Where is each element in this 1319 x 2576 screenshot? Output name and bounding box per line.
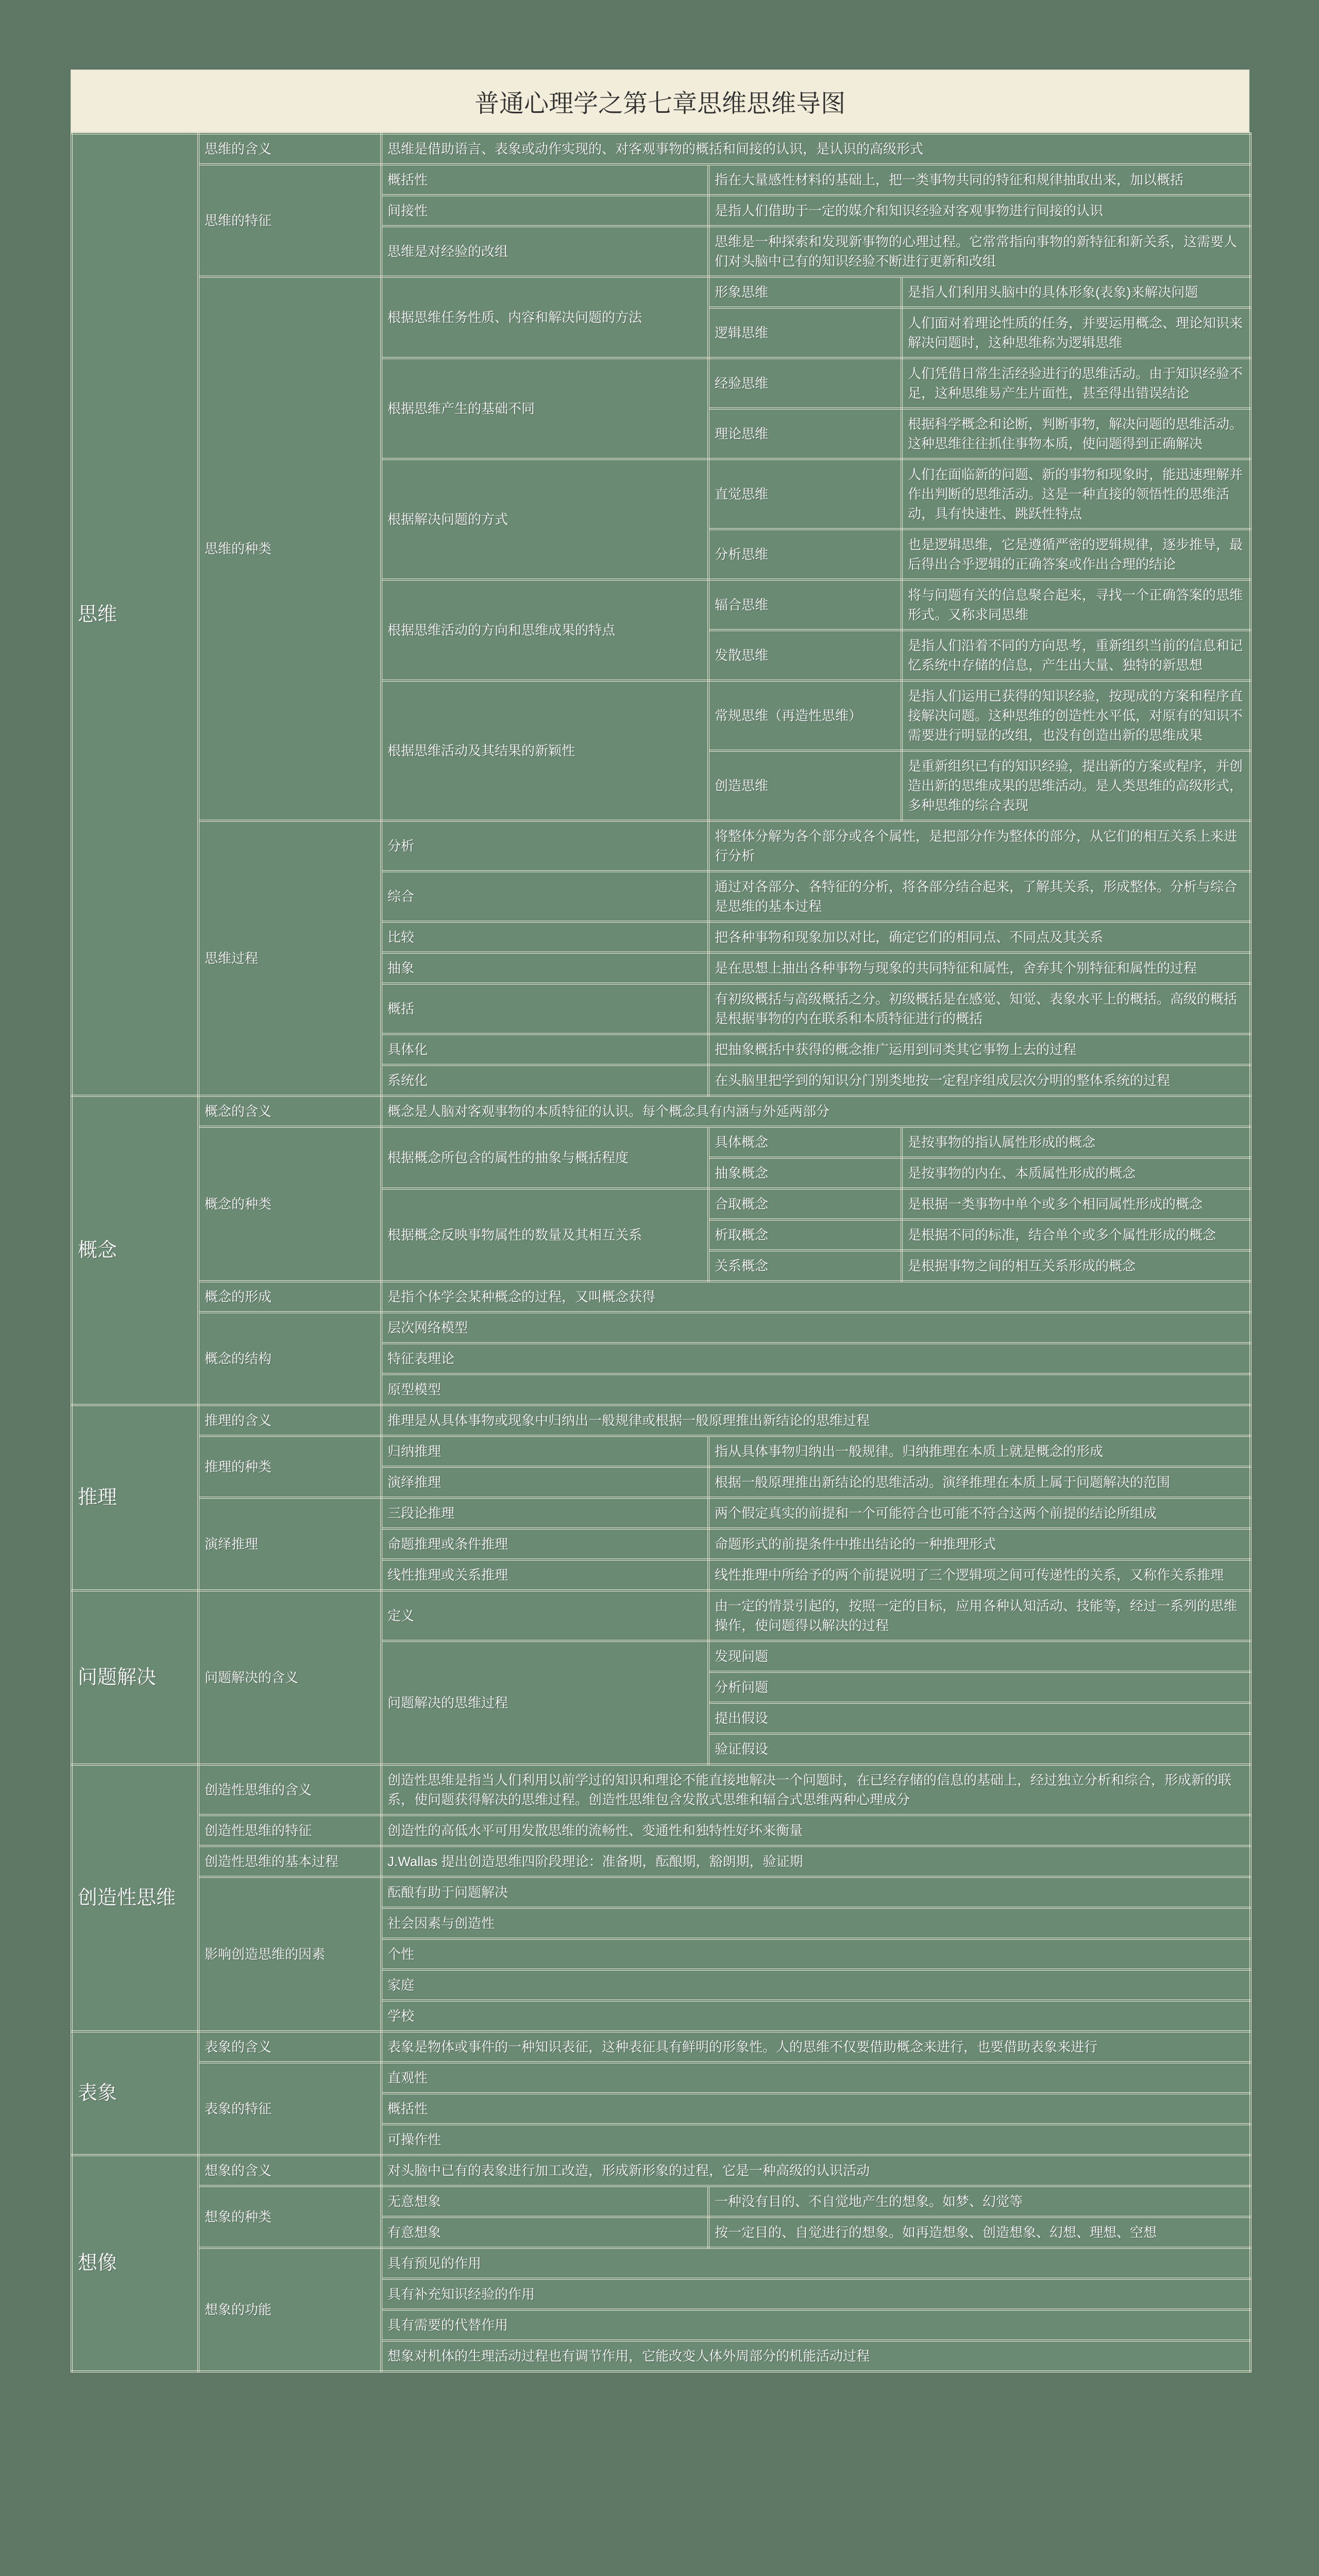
topic-cell: 创造性思维 bbox=[72, 1765, 198, 2031]
detail-cell: 是指人们运用已获得的知识经验，按现成的方案和程序直接解决问题。这种思维的创造性水平低，对原有的知识不需要进行明显的改组，也没有创造出新的思维成果 bbox=[902, 681, 1250, 751]
subtopic-cell: 概念的含义 bbox=[198, 1096, 381, 1127]
category-cell: 问题解决的思维过程 bbox=[381, 1641, 708, 1765]
item-cell: 将整体分解为各个部分或各个属性，是把部分作为整体的部分，从它们的相互关系上来进行分析 bbox=[708, 821, 1250, 871]
item-cell: 由一定的情景引起的，按照一定的目标，应用各种认知活动、技能等，经过一系列的思维操作，使问题得以解决的过程 bbox=[708, 1590, 1250, 1641]
table-row bbox=[72, 821, 1250, 871]
category-cell: 分析 bbox=[381, 821, 708, 871]
category-cell: 定义 bbox=[381, 1590, 708, 1641]
category-cell: 层次网络模型 bbox=[381, 1312, 1250, 1343]
topic-cell: 推理 bbox=[72, 1405, 198, 1590]
category-cell: 综合 bbox=[381, 871, 708, 922]
subtopic-cell: 概念的种类 bbox=[198, 1127, 381, 1281]
detail-cell: 将与问题有关的信息聚合起来，寻找一个正确答案的思维形式。又称求同思维 bbox=[902, 580, 1250, 630]
item-cell: 形象思维 bbox=[708, 277, 902, 308]
category-cell: 根据思维活动及其结果的新颖性 bbox=[381, 681, 708, 821]
table-row bbox=[72, 1312, 1250, 1343]
category-cell: 酝酿有助于问题解决 bbox=[381, 1877, 1250, 1908]
item-cell: 在头脑里把学到的知识分门别类地按一定程序组成层次分明的整体系统的过程 bbox=[708, 1065, 1250, 1096]
table-row bbox=[72, 2031, 1250, 2062]
category-cell: 概括 bbox=[381, 984, 708, 1034]
category-cell: 思维是借助语言、表象或动作实现的、对客观事物的概括和间接的认识，是认识的高级形式 bbox=[381, 133, 1250, 164]
category-cell: 家庭 bbox=[381, 1970, 1250, 2001]
item-cell: 是指人们借助于一定的媒介和知识经验对客观事物进行间接的认识 bbox=[708, 195, 1250, 226]
category-cell: 想象对机体的生理活动过程也有调节作用，它能改变人体外周部分的机能活动过程 bbox=[381, 2341, 1250, 2371]
item-cell: 指在大量感性材料的基础上，把一类事物共同的特征和规律抽取出来，加以概括 bbox=[708, 164, 1250, 195]
item-cell: 发散思维 bbox=[708, 630, 902, 681]
item-cell: 发现问题 bbox=[708, 1641, 1250, 1672]
category-cell: 概念是人脑对客观事物的本质特征的认识。每个概念具有内涵与外延两部分 bbox=[381, 1096, 1250, 1127]
subtopic-cell: 表象的特征 bbox=[198, 2062, 381, 2155]
subtopic-cell: 表象的含义 bbox=[198, 2031, 381, 2062]
subtopic-cell: 思维的特征 bbox=[198, 164, 381, 277]
category-cell: 归纳推理 bbox=[381, 1436, 708, 1467]
table-row bbox=[72, 1281, 1250, 1312]
subtopic-cell: 演绎推理 bbox=[198, 1498, 381, 1590]
table-row bbox=[72, 1096, 1250, 1127]
detail-cell: 是按事物的内在、本质属性形成的概念 bbox=[902, 1158, 1250, 1189]
category-cell: 根据概念反映事物属性的数量及其相互关系 bbox=[381, 1189, 708, 1281]
table-row bbox=[72, 277, 1250, 308]
item-cell: 通过对各部分、各特征的分析，将各部分结合起来，了解其关系，形成整体。分析与综合是思维的基本过程 bbox=[708, 871, 1250, 922]
category-cell: 演绎推理 bbox=[381, 1467, 708, 1498]
item-cell: 把各种事物和现象加以对比，确定它们的相同点、不同点及其关系 bbox=[708, 922, 1250, 953]
detail-cell: 是指人们沿着不同的方向思考，重新组织当前的信息和记忆系统中存储的信息，产生出大量、独特的新思想 bbox=[902, 630, 1250, 681]
detail-cell: 人们面对着理论性质的任务，并要运用概念、理论知识来解决问题时，这种思维称为逻辑思维 bbox=[902, 308, 1250, 358]
subtopic-cell: 影响创造思维的因素 bbox=[198, 1877, 381, 2031]
category-cell: 根据思维任务性质、内容和解决问题的方法 bbox=[381, 277, 708, 358]
category-cell: 可操作性 bbox=[381, 2124, 1250, 2155]
item-cell: 析取概念 bbox=[708, 1219, 902, 1250]
category-cell: 直观性 bbox=[381, 2062, 1250, 2093]
table-row bbox=[72, 164, 1250, 195]
mindmap-body bbox=[72, 133, 1250, 2371]
topic-cell: 概念 bbox=[72, 1096, 198, 1405]
category-cell: 抽象 bbox=[381, 953, 708, 984]
subtopic-cell: 想象的功能 bbox=[198, 2248, 381, 2371]
category-cell: 个性 bbox=[381, 1939, 1250, 1970]
table-row bbox=[72, 2248, 1250, 2279]
item-cell: 合取概念 bbox=[708, 1189, 902, 1219]
category-cell: 三段论推理 bbox=[381, 1498, 708, 1529]
item-cell: 经验思维 bbox=[708, 358, 902, 409]
detail-cell: 人们凭借日常生活经验进行的思维活动。由于知识经验不足，这种思维易产生片面性，甚至得出错误结论 bbox=[902, 358, 1250, 409]
category-cell: J.Wallas 提出创造思维四阶段理论：准备期，酝酿期，豁朗期，验证期 bbox=[381, 1846, 1250, 1877]
item-cell: 是在思想上抽出各种事物与现象的共同特征和属性，舍弃其个别特征和属性的过程 bbox=[708, 953, 1250, 984]
detail-cell: 是按事物的指认属性形成的概念 bbox=[902, 1127, 1250, 1158]
topic-cell: 问题解决 bbox=[72, 1590, 198, 1765]
mindmap-table-container bbox=[71, 0, 1249, 2403]
item-cell: 关系概念 bbox=[708, 1250, 902, 1281]
category-cell: 原型模型 bbox=[381, 1374, 1250, 1405]
item-cell: 一种没有目的、不自觉地产生的想象。如梦、幻觉等 bbox=[708, 2186, 1250, 2217]
category-cell: 根据概念所包含的属性的抽象与概括程度 bbox=[381, 1127, 708, 1189]
category-cell: 具有补充知识经验的作用 bbox=[381, 2279, 1250, 2310]
table-row bbox=[72, 1590, 1250, 1641]
item-cell: 命题形式的前提条件中推出结论的一种推理形式 bbox=[708, 1529, 1250, 1560]
subtopic-cell: 想象的含义 bbox=[198, 2155, 381, 2186]
item-cell: 分析问题 bbox=[708, 1672, 1250, 1703]
subtopic-cell: 想象的种类 bbox=[198, 2186, 381, 2248]
item-cell: 常规思维（再造性思维） bbox=[708, 681, 902, 751]
category-cell: 创造性思维是指当人们利用以前学过的知识和理论不能直接地解决一个问题时，在已经存储的信息的基础上，经过独立分析和综合，形成新的联系，使问题获得解决的思维过程。创造性思维包含发散式思维和辐合式思维两种心理成分 bbox=[381, 1765, 1250, 1815]
subtopic-cell: 推理的种类 bbox=[198, 1436, 381, 1498]
category-cell: 命题推理或条件推理 bbox=[381, 1529, 708, 1560]
item-cell: 两个假定真实的前提和一个可能符合也可能不符合这两个前提的结论所组成 bbox=[708, 1498, 1250, 1529]
category-cell: 根据思维活动的方向和思维成果的特点 bbox=[381, 580, 708, 681]
subtopic-cell: 思维的种类 bbox=[198, 277, 381, 821]
subtopic-cell: 概念的结构 bbox=[198, 1312, 381, 1405]
subtopic-cell: 创造性思维的含义 bbox=[198, 1765, 381, 1815]
item-cell: 理论思维 bbox=[708, 409, 902, 459]
category-cell: 根据解决问题的方式 bbox=[381, 459, 708, 580]
subtopic-cell: 思维过程 bbox=[198, 821, 381, 1096]
detail-cell: 是根据不同的标准，结合单个或多个属性形成的概念 bbox=[902, 1219, 1250, 1250]
item-cell: 按一定目的、自觉进行的想象。如再造想象、创造想象、幻想、理想、空想 bbox=[708, 2217, 1250, 2248]
table-row bbox=[72, 1765, 1250, 1815]
page-title: 普通心理学之第七章思维思维导图 bbox=[71, 70, 1249, 132]
subtopic-cell: 推理的含义 bbox=[198, 1405, 381, 1436]
category-cell: 无意想象 bbox=[381, 2186, 708, 2217]
item-cell: 把抽象概括中获得的概念推广运用到同类其它事物上去的过程 bbox=[708, 1034, 1250, 1065]
category-cell: 推理是从具体事物或现象中归纳出一般规律或根据一般原理推出新结论的思维过程 bbox=[381, 1405, 1250, 1436]
detail-cell: 人们在面临新的问题、新的事物和现象时，能迅速理解并作出判断的思维活动。这是一种直接的领悟性的思维活动，具有快速性、跳跃性特点 bbox=[902, 459, 1250, 529]
category-cell: 表象是物体或事件的一种知识表征，这种表征具有鲜明的形象性。人的思维不仅要借助概念来进行，也要借助表象来进行 bbox=[381, 2031, 1250, 2062]
category-cell: 系统化 bbox=[381, 1065, 708, 1096]
table-row bbox=[72, 1877, 1250, 1908]
category-cell: 是指个体学会某种概念的过程，又叫概念获得 bbox=[381, 1281, 1250, 1312]
category-cell: 社会因素与创造性 bbox=[381, 1908, 1250, 1939]
category-cell: 具体化 bbox=[381, 1034, 708, 1065]
subtopic-cell: 创造性思维的基本过程 bbox=[198, 1846, 381, 1877]
mindmap-table bbox=[71, 132, 1252, 2372]
detail-cell: 是根据事物之间的相互关系形成的概念 bbox=[902, 1250, 1250, 1281]
subtopic-cell: 问题解决的含义 bbox=[198, 1590, 381, 1765]
item-cell: 指从具体事物归纳出一般规律。归纳推理在本质上就是概念的形成 bbox=[708, 1436, 1250, 1467]
category-cell: 根据思维产生的基础不同 bbox=[381, 358, 708, 459]
table-row bbox=[72, 2062, 1250, 2093]
item-cell: 线性推理中所给予的两个前提说明了三个逻辑项之间可传递性的关系，又称作关系推理 bbox=[708, 1560, 1250, 1590]
item-cell: 辐合思维 bbox=[708, 580, 902, 630]
category-cell: 具有需要的代替作用 bbox=[381, 2310, 1250, 2341]
item-cell: 根据一般原理推出新结论的思维活动。演绎推理在本质上属于问题解决的范围 bbox=[708, 1467, 1250, 1498]
detail-cell: 根据科学概念和论断，判断事物，解决问题的思维活动。这种思维往往抓住事物本质，使问题得到正确解决 bbox=[902, 409, 1250, 459]
topic-cell: 思维 bbox=[72, 133, 198, 1096]
item-cell: 具体概念 bbox=[708, 1127, 902, 1158]
topic-cell: 表象 bbox=[72, 2031, 198, 2155]
category-cell: 对头脑中已有的表象进行加工改造，形成新形象的过程，它是一种高级的认识活动 bbox=[381, 2155, 1250, 2186]
category-cell: 比较 bbox=[381, 922, 708, 953]
category-cell: 概括性 bbox=[381, 164, 708, 195]
category-cell: 概括性 bbox=[381, 2093, 1250, 2124]
category-cell: 间接性 bbox=[381, 195, 708, 226]
category-cell: 具有预见的作用 bbox=[381, 2248, 1250, 2279]
item-cell: 直觉思维 bbox=[708, 459, 902, 529]
category-cell: 有意想象 bbox=[381, 2217, 708, 2248]
table-row bbox=[72, 1815, 1250, 1846]
category-cell: 创造性的高低水平可用发散思维的流畅性、变通性和独特性好坏来衡量 bbox=[381, 1815, 1250, 1846]
topic-cell: 想像 bbox=[72, 2155, 198, 2371]
table-row bbox=[72, 2186, 1250, 2217]
detail-cell: 是指人们利用头脑中的具体形象(表象)来解决问题 bbox=[902, 277, 1250, 308]
item-cell: 验证假设 bbox=[708, 1734, 1250, 1765]
detail-cell: 是重新组织已有的知识经验，提出新的方案或程序，并创造出新的思维成果的思维活动。是人类思维的高级形式，多种思维的综合表现 bbox=[902, 751, 1250, 821]
item-cell: 抽象概念 bbox=[708, 1158, 902, 1189]
detail-cell: 是根据一类事物中单个或多个相同属性形成的概念 bbox=[902, 1189, 1250, 1219]
table-row bbox=[72, 133, 1250, 164]
item-cell: 有初级概括与高级概括之分。初级概括是在感觉、知觉、表象水平上的概括。高级的概括是根据事物的内在联系和本质特征进行的概括 bbox=[708, 984, 1250, 1034]
item-cell: 创造思维 bbox=[708, 751, 902, 821]
table-row bbox=[72, 1498, 1250, 1529]
category-cell: 学校 bbox=[381, 2001, 1250, 2031]
subtopic-cell: 创造性思维的特征 bbox=[198, 1815, 381, 1846]
table-row bbox=[72, 1436, 1250, 1467]
table-row bbox=[72, 1127, 1250, 1158]
item-cell: 思维是一种探索和发现新事物的心理过程。它常常指向事物的新特征和新关系，这需要人们对头脑中已有的知识经验不断进行更新和改组 bbox=[708, 226, 1250, 277]
category-cell: 特征表理论 bbox=[381, 1343, 1250, 1374]
item-cell: 逻辑思维 bbox=[708, 308, 902, 358]
category-cell: 思维是对经验的改组 bbox=[381, 226, 708, 277]
item-cell: 提出假设 bbox=[708, 1703, 1250, 1734]
table-row bbox=[72, 2155, 1250, 2186]
subtopic-cell: 概念的形成 bbox=[198, 1281, 381, 1312]
table-row bbox=[72, 1405, 1250, 1436]
detail-cell: 也是逻辑思维，它是遵循严密的逻辑规律，逐步推导，最后得出合乎逻辑的正确答案或作出合理的结论 bbox=[902, 529, 1250, 580]
subtopic-cell: 思维的含义 bbox=[198, 133, 381, 164]
table-row bbox=[72, 1846, 1250, 1877]
item-cell: 分析思维 bbox=[708, 529, 902, 580]
category-cell: 线性推理或关系推理 bbox=[381, 1560, 708, 1590]
